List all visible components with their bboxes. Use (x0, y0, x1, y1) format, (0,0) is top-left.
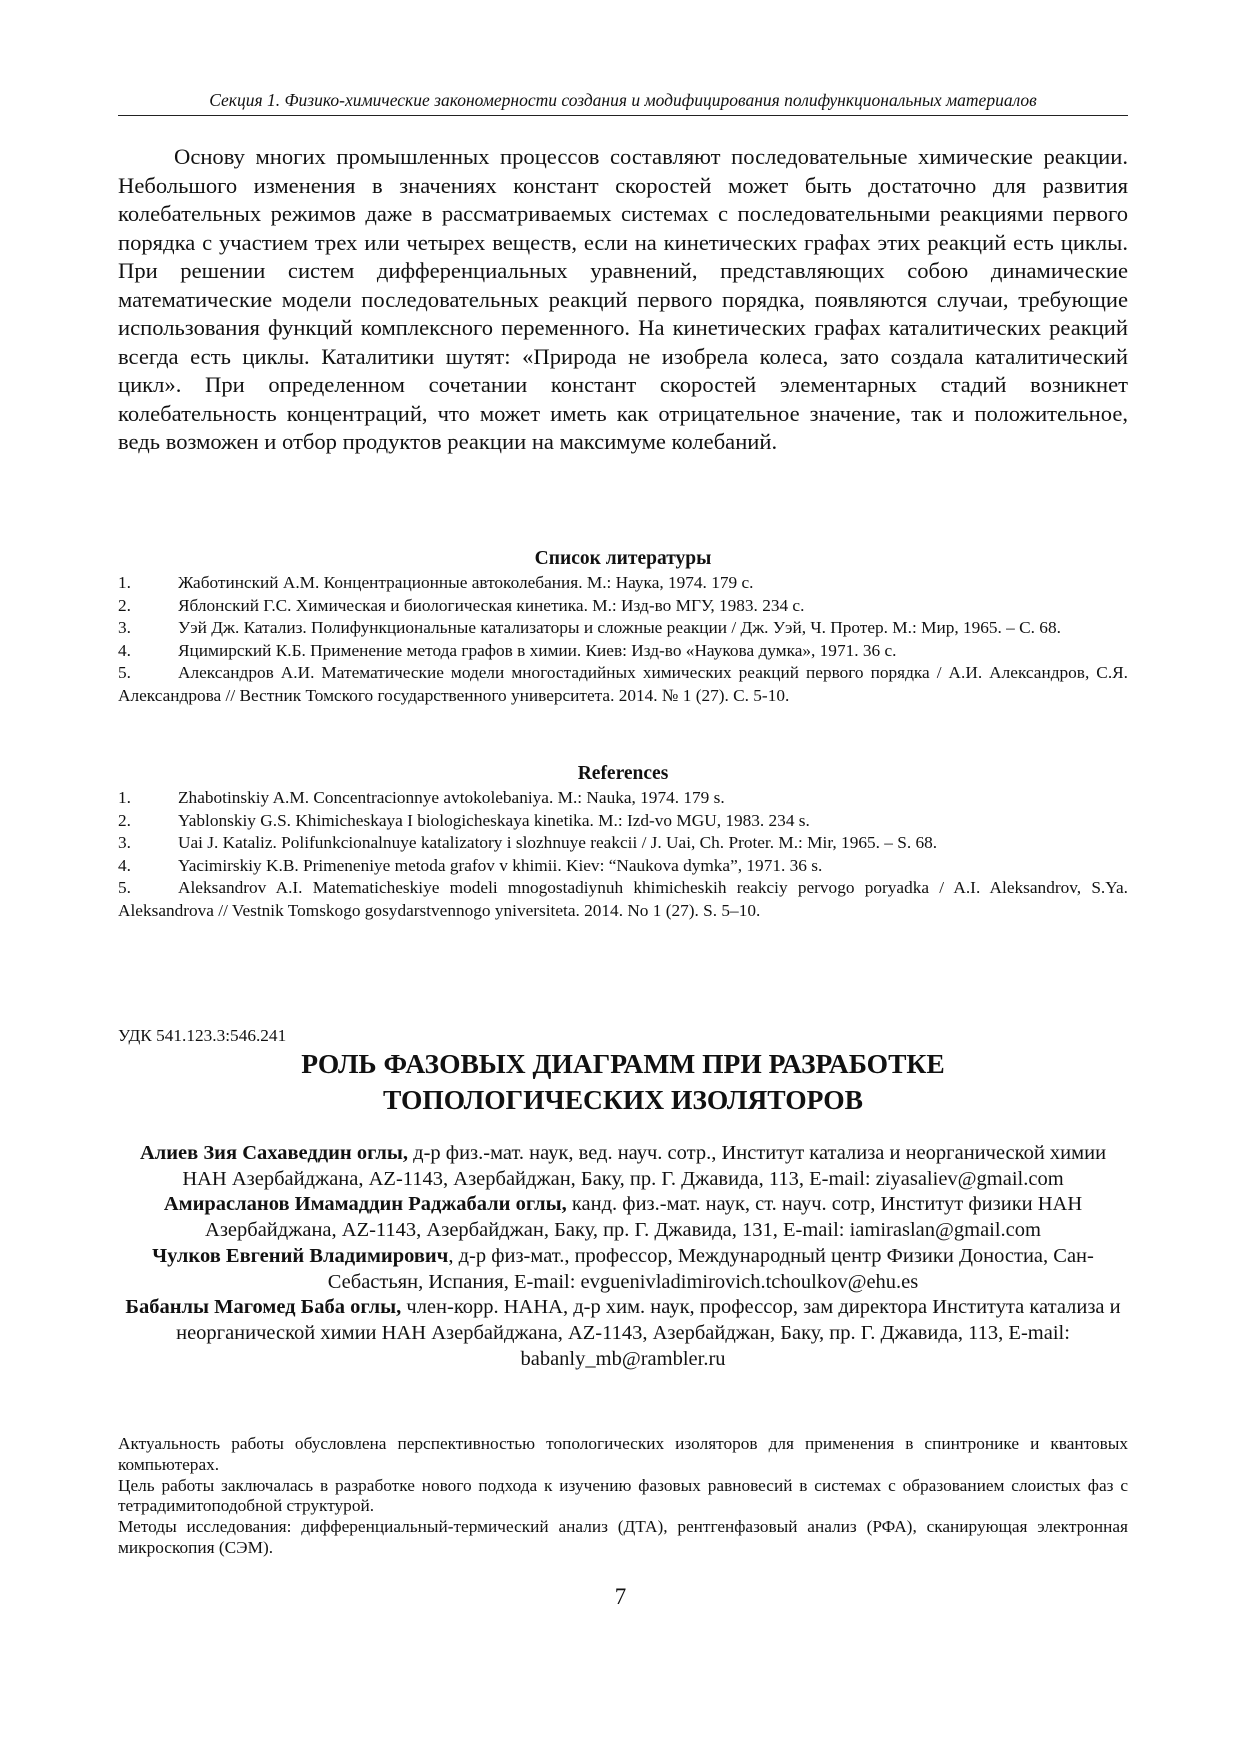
references-en-title: References (577, 763, 669, 784)
abstract-paragraph: Актуальность работы обусловлена перспективностью топологических изоляторов для применения в спинтронике и квантовых компьютерах. (118, 1434, 1128, 1474)
article-title-line: ТОПОЛОГИЧЕСКИХ ИЗОЛЯТОРОВ (382, 1084, 863, 1115)
ref-number: 5. (118, 878, 131, 897)
author-entry (118, 1244, 1128, 1295)
references-ru-list (118, 572, 1128, 707)
ref-number: 2. (118, 595, 131, 615)
ref-number: 5. (118, 663, 131, 682)
author-name: Бабанлы Магомед Баба оглы, (125, 1296, 402, 1319)
ref-number: 1. (118, 573, 131, 592)
ref-number: 1. (118, 788, 131, 807)
references-en-list (118, 787, 1128, 922)
ref-text: Яцимирский К.Б. Применение метода графов в химии. Киев: Изд-во «Наукова думка», 1971. 36 с. (178, 640, 897, 660)
running-header: Секция 1. Физико-химические закономерности создания и модифицирования полифункциональных материалов (118, 90, 1128, 116)
list-item (118, 832, 1128, 855)
authors-block (118, 1141, 1128, 1372)
list-item (118, 640, 1128, 663)
udk-code: УДК 541.123.3:546.241 (118, 1026, 287, 1045)
list-item (118, 787, 1128, 810)
ref-number: 4. (118, 855, 131, 875)
author-name: Амирасланов Имамаддин Раджабали оглы, (163, 1193, 567, 1216)
author-affiliation: член-корр. НАНА, д-р хим. наук, профессор, зам директора Института катализа и неорганической химии НАН Азербайджана, AZ-1143, Азербайджан, Баку, пр. Г. Джавида, 113, E-mail: babanly_mb@rambler.ru (176, 1296, 1121, 1370)
ref-text: Yablonskiy G.S. Khimicheskaya I biologicheskaya kinetika. M.: Izd-vo MGU, 1983. 234 s. (178, 810, 810, 830)
abstract-paragraph: Методы исследования: дифференциальный-термический анализ (ДТА), рентгенфазовый анализ (РФА), сканирующая электронная микроскопия (СЭМ). (118, 1517, 1128, 1557)
ref-number: 3. (118, 833, 131, 852)
ref-number: 4. (118, 640, 131, 660)
list-item (118, 810, 1128, 833)
author-affiliation: канд. физ.-мат. наук, ст. науч. сотр, Институт физики НАН Азербайджана, AZ-1143, Азербайджан, Баку, пр. Г. Джавида, 131, E-mail: iamiraslan@gmail.com (205, 1193, 1083, 1242)
article-title (118, 1046, 1128, 1118)
ref-text: Aleksandrov A.I. Matematicheskiye modeli mnogostadiynuh khimicheskih reakciy pervogo poryadka / A.I. Aleksandrov, S.Ya. Aleksandrova // Vestnik Tomskogo gosydarstvennogo yniversiteta. 2014. No 1 (27). S. 5–10. (118, 878, 1128, 920)
article-title-line: РОЛЬ ФАЗОВЫХ ДИАГРАММ ПРИ РАЗРАБОТКЕ (301, 1048, 945, 1079)
list-item (118, 595, 1128, 618)
ref-text: Яблонский Г.С. Химическая и биологическая кинетика. М.: Изд-во МГУ, 1983. 234 с. (178, 595, 805, 615)
list-item (118, 877, 1128, 922)
list-item (118, 662, 1128, 707)
intro-paragraph: Основу многих промышленных процессов составляют последовательные химические реакции. Небольшого изменения в значениях констант скоростей может быть достаточно для развития колебательных режимов даже в рассматриваемых системах с последовательными реакциями первого порядка с участием трех или четырех веществ, если на кинетических графах этих реакций есть циклы. При решении систем дифференциальных уравнений, представляющих собою динамические математические модели последовательных реакций первого порядка, появляются случаи, требующие использования функций комплексного переменного. На кинетических графах каталитических реакций всегда есть циклы. Каталитики шутят: «Природа не изобрела колеса, зато создала каталитический цикл». При определенном сочетании констант скоростей элементарных стадий возникнет колебательность концентраций, что может иметь как отрицательное значение, так и положительное, ведь возможен и отбор продуктов реакции на максимуме колебаний. (118, 144, 1128, 454)
ref-text: Zhabotinskiy A.M. Concentracionnye avtokolebaniya. M.: Nauka, 1974. 179 s. (178, 788, 725, 807)
author-affiliation: , д-р физ-мат., профессор, Международный центр Физики Доностиа, Сан-Себастьян, Испания, E-mail: evguenivladimirovich.tchoulkov@ehu.es (327, 1244, 1094, 1293)
author-affiliation: д-р физ.-мат. наук, вед. науч. сотр., Институт катализа и неорганической химии НАН Азербайджана, AZ-1143, Азербайджан, Баку, пр. Г. Джавида, 113, E-mail: ziyasaliev@gmail.com (182, 1142, 1107, 1190)
abstract (118, 1434, 1128, 1559)
list-item (118, 855, 1128, 878)
author-entry (118, 1192, 1128, 1243)
author-entry (118, 1295, 1128, 1372)
ref-text: Александров А.И. Математические модели многостадийных химических реакций первого порядка / А.И. Александров, С.Я. Александрова // Вестник Томского государственного университета. 2014. № 1 (27). С. 5-10. (118, 663, 1128, 705)
list-item (118, 617, 1128, 640)
ref-number: 2. (118, 810, 131, 830)
ref-text: Yacimirskiy K.B. Primeneniye metoda grafov v khimii. Kiev: “Naukova dymka”, 1971. 36 s. (178, 855, 823, 875)
ref-text: Уэй Дж. Катализ. Полифункциональные катализаторы и сложные реакции / Дж. Уэй, Ч. Протер. М.: Мир, 1965. – С. 68. (178, 618, 1061, 637)
author-entry (118, 1141, 1128, 1192)
ref-number: 3. (118, 618, 131, 637)
author-name: Алиев Зия Сахаведдин оглы, (139, 1142, 409, 1164)
ref-text: Uai J. Kataliz. Polifunkcionalnuye katalizatory i slozhnuye reakcii / J. Uai, Ch. Proter. M.: Mir, 1965. – S. 68. (178, 833, 938, 852)
abstract-paragraph: Цель работы заключалась в разработке нового подхода к изучению фазовых равновесий в системах с образованием слоистых фаз с тетрадимитоподобной структурой. (118, 1475, 1128, 1516)
author-name: Чулков Евгений Владимирович (152, 1244, 449, 1267)
references-ru-title: Список литературы (534, 548, 712, 569)
page-number: 7 (614, 1584, 627, 1609)
list-item (118, 572, 1128, 595)
ref-text: Жаботинский А.М. Концентрационные автоколебания. М.: Наука, 1974. 179 с. (178, 573, 754, 592)
